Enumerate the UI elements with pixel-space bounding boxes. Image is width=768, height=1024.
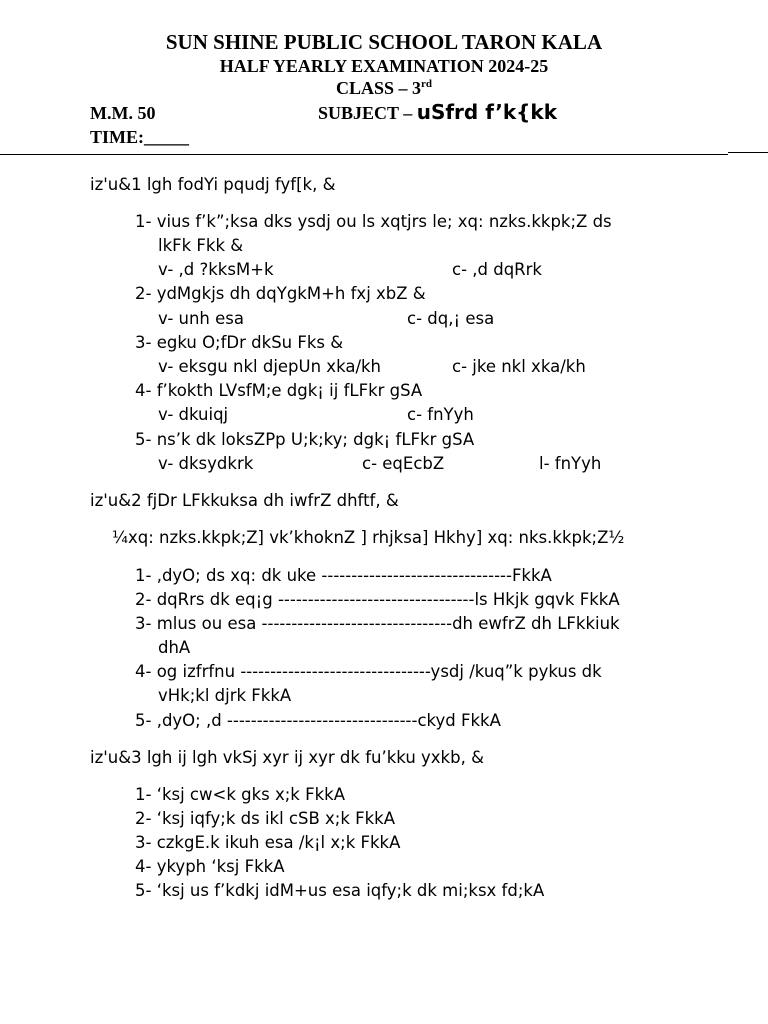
- q3-item-2: 2- ‘ksj iqfy;k ds ikl cSB x;k FkkA: [135, 809, 396, 828]
- max-marks: M.M. 50: [90, 103, 156, 123]
- q1-title: iz'u&1 lgh fodYi pqudj fyf[k, &: [90, 175, 336, 194]
- subject-label: SUBJECT –: [318, 103, 417, 123]
- class-label: [0, 78, 768, 99]
- q1-item-5-option-a: v- dksydkrk: [158, 454, 254, 473]
- q2-item-4-cont: vHk;kl djrk FkkA: [158, 686, 292, 705]
- header-divider: [0, 154, 728, 155]
- q2-item-3-cont: dhA: [158, 638, 191, 657]
- subject-value: uSfrd f’k{kk: [416, 100, 558, 124]
- q3-item-3: 3- czkgE.k ikuh esa /k¡l x;k FkkA: [135, 833, 401, 852]
- q1-item-4-option-c: c- fnYyh: [407, 405, 474, 424]
- q2-word-bank: ¼xq: nzks.kkpk;Z] vk’khoknZ ] rhjksa] Hkhy] xq: nks.kkpk;Z½: [112, 528, 625, 547]
- q2-item-2: 2- dqRrs dk eq¡g ---------------------------------ls Hkjk gqvk FkkA: [135, 590, 620, 609]
- q1-item-1-question-cont: lkFk Fkk &: [158, 236, 244, 255]
- q2-item-1: 1- ,dyO; ds xq: dk uke --------------------------------FkkA: [135, 566, 552, 585]
- q1-item-4-question: 4- f’kokth LVsfM;e dgk¡ ij fLFkr gSA: [135, 381, 423, 400]
- class-text: CLASS – 3: [335, 78, 422, 98]
- q2-item-5: 5- ,dyO; ,d --------------------------------ckyd FkkA: [135, 711, 501, 730]
- header-divider-right: [728, 152, 768, 153]
- school-name: SUN SHINE PUBLIC SCHOOL TARON KALA: [165, 30, 603, 54]
- q1-item-3-option-c: c- jke nkl xka/kh: [452, 357, 586, 376]
- time-label: TIME:_____: [90, 127, 189, 147]
- subject-line: [318, 100, 557, 124]
- q1-item-3-question: 3- egku O;fDr dkSu Fks &: [135, 333, 344, 352]
- q1-item-1-option-c: c- ,d dqRrk: [452, 260, 542, 279]
- q1-item-1-option-a: v- ,d ?kksM+k: [158, 260, 274, 279]
- q1-item-2-option-a: v- unh esa: [158, 309, 244, 328]
- q3-item-4: 4- ykyph ‘ksj FkkA: [135, 857, 285, 876]
- q1-item-3-option-a: v- eksgu nkl djepUn xka/kh: [158, 357, 382, 376]
- q1-item-5-option-c: c- eqEcbZ: [362, 454, 445, 473]
- exam-title: HALF YEARLY EXAMINATION 2024-25: [219, 56, 549, 76]
- q1-item-2-option-c: c- dq,¡ esa: [407, 309, 495, 328]
- q1-item-4-option-a: v- dkuiqj: [158, 405, 229, 424]
- q1-item-1-question: 1- vius f’k”;ksa dks ysdj ou ls xqtjrs le; xq: nzks.kkpk;Z ds: [135, 212, 612, 231]
- q3-title: iz'u&3 lgh ij lgh vkSj xyr ij xyr dk fu’kku yxkb, &: [90, 748, 484, 767]
- q1-item-5-option-d: l- fnYyh: [539, 454, 602, 473]
- q2-item-4: 4- og izfrfnu --------------------------------ysdj /kuq”k pykus dk: [135, 662, 602, 681]
- q3-item-5: 5- ‘ksj us f’kdkj idM+us esa iqfy;k dk mi;ksx fd;kA: [135, 881, 545, 900]
- q2-title: iz'u&2 fjDr LFkkuksa dh iwfrZ dhftf, &: [90, 491, 399, 510]
- class-suffix: rd: [421, 78, 433, 90]
- q1-item-2-question: 2- ydMgkjs dh dqYgkM+h fxj xbZ &: [135, 284, 426, 303]
- q3-item-1: 1- ‘ksj cw<k gks x;k FkkA: [135, 785, 345, 804]
- q2-item-3: 3- mlus ou esa --------------------------------dh ewfrZ dh LFkkiuk: [135, 614, 620, 633]
- q1-item-5-question: 5- ns’k dk loksZPp U;k;ky; dgk¡ fLFkr gSA: [135, 430, 475, 449]
